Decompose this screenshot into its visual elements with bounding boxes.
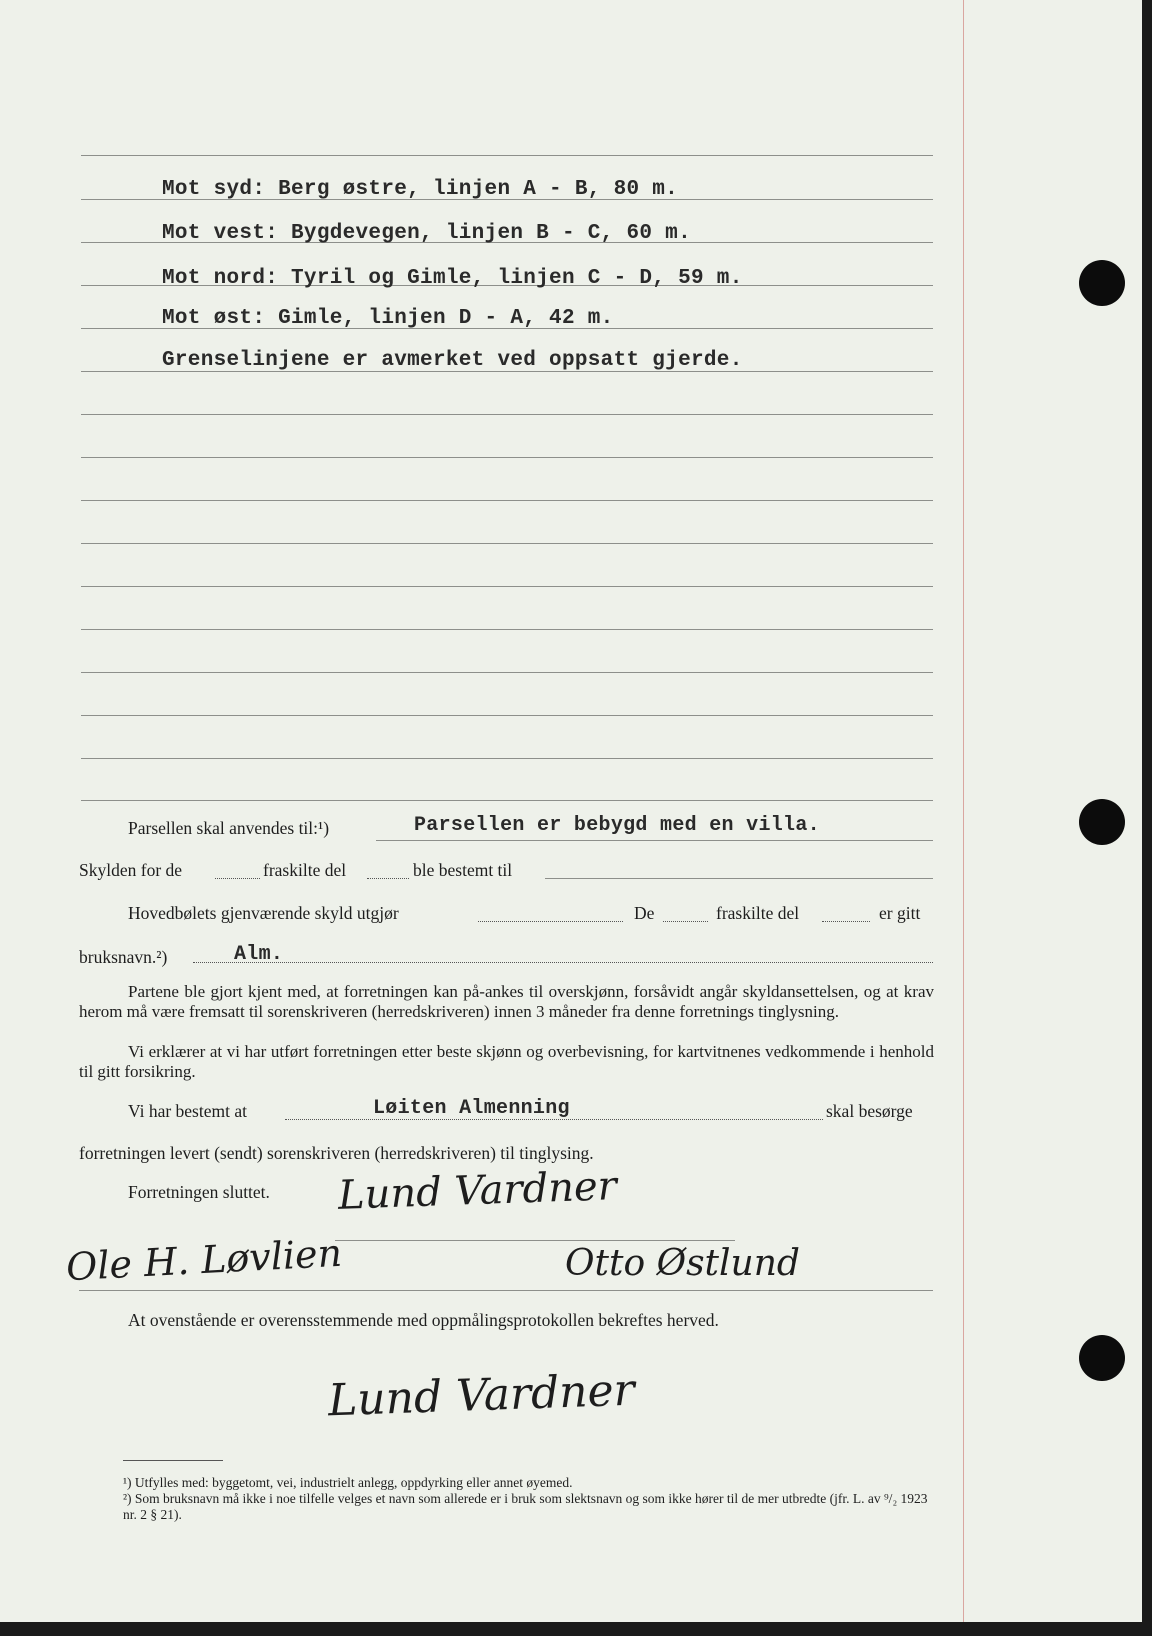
footnote-rule: [123, 1460, 223, 1461]
signature-3: Otto Østlund: [565, 1243, 800, 1284]
signature-line: [335, 1240, 735, 1241]
declaration-paragraph: Vi erklærer at vi har utført forretningen etter beste skjønn og overbevisning, for kartvitnenes vedkommende i henhold til gitt forsikring.: [79, 1042, 934, 1081]
parsellen-label: Parsellen skal anvendes til:¹): [128, 818, 330, 838]
punch-hole: [1079, 799, 1125, 845]
skylden-text-3: ble bestemt til: [413, 860, 513, 880]
ruled-line: [81, 715, 933, 716]
dotted-blank: [478, 921, 623, 922]
bruksnavn-value: Alm.: [234, 943, 284, 966]
footnote-mark: ²): [123, 1491, 132, 1506]
footnote-2: [123, 1491, 935, 1523]
parsellen-line: [376, 840, 933, 841]
skylden-line: [545, 878, 933, 879]
bestemt-label: Vi har bestemt at: [128, 1101, 247, 1121]
hovedbolet-text-2: De: [634, 903, 655, 923]
signature-1: Lund Vardner: [337, 1163, 618, 1219]
punch-hole: [1079, 260, 1125, 306]
ruled-line: [81, 457, 933, 458]
ruled-line: [81, 629, 933, 630]
ruled-line: [81, 500, 933, 501]
boundary-line-east: Mot øst: Gimle, linjen D - A, 42 m.: [162, 307, 614, 330]
parsellen-value: Parsellen er bebygd med en villa.: [414, 814, 820, 837]
margin-line: [963, 0, 964, 1622]
dotted-blank: [367, 878, 409, 879]
signature-4: Lund Vardner: [327, 1364, 636, 1427]
levert-text: forretningen levert (sendt) sorenskriveren (herredskriveren) til tinglysing.: [79, 1143, 594, 1163]
signature-2: Ole H. Løvlien: [65, 1230, 343, 1290]
footnote-text: Utfylles med: byggetomt, vei, industrielt anlegg, oppdyrking eller annet øyemed.: [134, 1475, 573, 1490]
ruled-line: [81, 800, 933, 801]
dotted-blank: [822, 921, 870, 922]
footnote-text: Som bruksnavn må ikke i noe tilfelle velges et navn som allerede er i bruk som slektsnavn og som ikke hører til de mer utbredte (jfr. L. av ⁹/₂ 1923 nr. 2 § 21).: [123, 1491, 928, 1522]
skylden-text-2: fraskilte del: [263, 860, 347, 880]
dotted-blank: [663, 921, 708, 922]
bruksnavn-label: bruksnavn.²): [79, 947, 168, 967]
hovedbolet-text-1: Hovedbølets gjenværende skyld utgjør: [128, 903, 399, 923]
signature-line: [79, 1290, 933, 1291]
boundary-line-south: Mot syd: Berg østre, linjen A - B, 80 m.: [162, 178, 679, 201]
boundary-line-north: Mot nord: Tyril og Gimle, linjen C - D, 59 m.: [162, 267, 743, 290]
dotted-blank: [215, 878, 260, 879]
footnote-1: [123, 1475, 935, 1491]
ruled-line: [81, 672, 933, 673]
ruled-line: [81, 414, 933, 415]
ruled-line: [81, 758, 933, 759]
ruled-line: [81, 543, 933, 544]
bestemt-suffix: skal besørge: [826, 1101, 913, 1121]
sluttet-text: Forretningen sluttet.: [128, 1182, 270, 1202]
footnote-mark: ¹): [123, 1475, 132, 1490]
ruled-line: [81, 155, 933, 156]
hovedbolet-text-3: fraskilte del: [716, 903, 800, 923]
punch-hole: [1079, 1335, 1125, 1381]
bestemt-value: Løiten Almenning: [373, 1097, 570, 1120]
hovedbolet-text-4: er gitt: [879, 903, 921, 923]
attest-text: At ovenstående er overensstemmende med oppmålingsprotokollen bekreftes herved.: [128, 1310, 719, 1330]
skylden-text-1: Skylden for de: [79, 860, 183, 880]
boundary-line-west: Mot vest: Bygdevegen, linjen B - C, 60 m.: [162, 222, 691, 245]
boundary-fence-note: Grenselinjene er avmerket ved oppsatt gjerde.: [162, 349, 743, 372]
dotted-blank: [193, 962, 933, 963]
ruled-line: [81, 586, 933, 587]
appeal-paragraph: Partene ble gjort kjent med, at forretningen kan på-ankes til overskjønn, forsåvidt angår skyldansettelsen, og at krav herom må være fremsatt til sorenskriveren (herredskriveren) innen 3 måneder fra denne forretnings tinglysning.: [79, 982, 934, 1021]
